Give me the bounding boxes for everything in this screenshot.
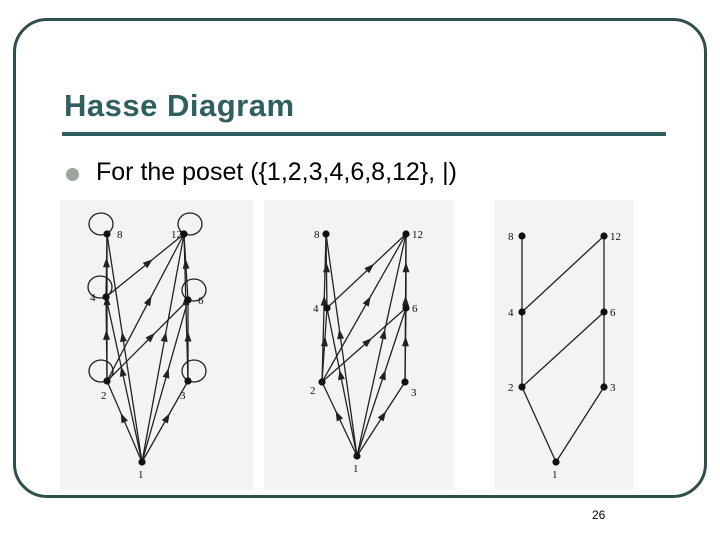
edge-4-12 [327, 234, 406, 308]
edge-1-4 [106, 297, 142, 462]
slide-title: Hasse Diagram [64, 88, 295, 123]
figure-directed-graph [60, 200, 253, 490]
node-label-4: 4 [508, 307, 514, 319]
node-label-3: 3 [411, 387, 417, 399]
arrowhead-6-12 [403, 262, 410, 272]
arrowhead-6-12 [183, 259, 190, 269]
arrowhead-1-3 [378, 411, 386, 421]
arrowhead-4-8 [323, 262, 330, 272]
edge-1-12 [142, 234, 184, 462]
node-label-1: 1 [552, 469, 558, 481]
arrowhead-2-12 [144, 296, 152, 306]
node-12 [402, 230, 409, 237]
node-label-3: 3 [610, 382, 616, 394]
node-label-8: 8 [117, 229, 123, 241]
node-label-8: 8 [314, 229, 320, 241]
edge-1-2 [522, 387, 556, 462]
edge-2-6 [522, 312, 604, 387]
node-3 [184, 377, 191, 384]
arrowhead-4-8 [103, 257, 110, 267]
node-2 [103, 377, 110, 384]
arrowhead-2-12 [363, 296, 371, 306]
node-label-3: 3 [180, 390, 186, 402]
node-8 [518, 232, 525, 239]
edge-1-4 [327, 308, 357, 456]
node-2 [518, 383, 525, 390]
figure-hasse-svg [494, 200, 634, 490]
node-3 [401, 378, 408, 385]
node-4 [323, 304, 330, 311]
bullet-text: For the poset ({1,2,3,4,6,8,12}, |) [96, 158, 457, 186]
node-8 [103, 230, 110, 237]
without-loops-edges [321, 234, 410, 456]
node-6 [600, 308, 607, 315]
node-8 [322, 230, 329, 237]
node-label-2: 2 [101, 390, 107, 402]
node-1 [138, 458, 145, 465]
arrowhead-1-6 [163, 368, 170, 379]
arrowhead-1-8 [120, 332, 127, 342]
hasse-edges [522, 236, 604, 462]
node-label-8: 8 [508, 231, 514, 243]
node-label-2: 2 [310, 385, 316, 397]
edge-4-12 [106, 234, 184, 297]
node-label-4: 4 [90, 292, 96, 304]
title-underline [62, 132, 666, 136]
figure-without-loops-svg [264, 200, 454, 490]
node-6 [402, 304, 409, 311]
arrowhead-1-2 [336, 411, 343, 422]
node-6 [184, 296, 191, 303]
node-label-6: 6 [198, 295, 204, 307]
node-label-12: 12 [610, 231, 621, 243]
node-4 [102, 293, 109, 300]
node-label-2: 2 [508, 382, 514, 394]
node-1 [353, 452, 360, 459]
node-3 [600, 383, 607, 390]
node-label-6: 6 [610, 307, 616, 319]
node-2 [318, 378, 325, 385]
arrowhead-1-4 [338, 370, 345, 380]
edge-1-6 [142, 300, 188, 462]
node-label-4: 4 [313, 303, 319, 315]
directed-graph-edges [88, 213, 206, 462]
edge-1-3 [556, 387, 604, 462]
arrowhead-1-3 [162, 413, 170, 423]
figure-directed-graph-svg [60, 200, 253, 490]
node-label-12: 12 [171, 229, 182, 241]
arrowhead-1-8 [337, 329, 344, 339]
node-12 [600, 232, 607, 239]
arrowhead-1-2 [121, 413, 128, 424]
arrowhead-1-6 [379, 370, 386, 381]
slide-number: 26 [592, 508, 606, 522]
arrowhead-1-12 [161, 332, 168, 342]
figure-without-loops [264, 200, 454, 490]
bullet-icon [66, 168, 79, 181]
node-label-12: 12 [412, 229, 423, 241]
edge-4-12 [522, 236, 604, 312]
node-label-1: 1 [138, 469, 144, 481]
node-label-1: 1 [353, 463, 359, 475]
node-label-6: 6 [412, 303, 418, 315]
node-4 [518, 308, 525, 315]
arrowhead-3-6 [185, 331, 192, 341]
node-1 [552, 458, 559, 465]
edge-2-12 [322, 234, 406, 382]
figure-hasse [494, 200, 634, 490]
